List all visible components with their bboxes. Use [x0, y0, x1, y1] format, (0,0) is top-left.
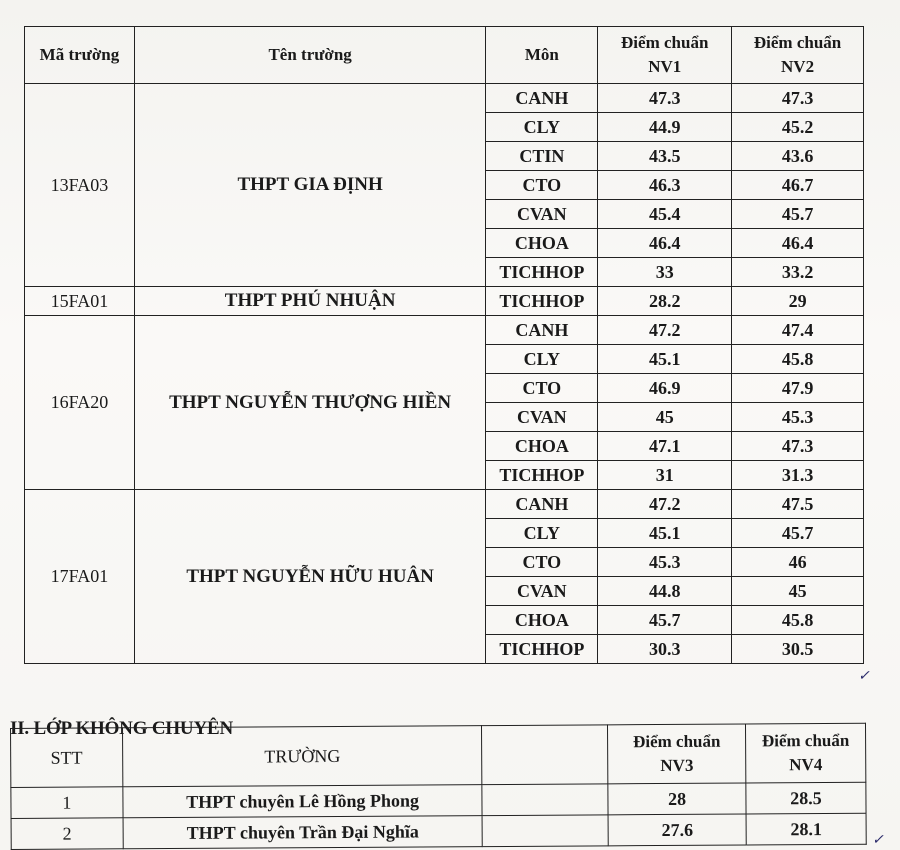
nv2-score-cell: 45.2: [732, 113, 864, 142]
nv1-score-cell: 47.3: [598, 84, 732, 113]
school-name-cell: THPT chuyên Trần Đại Nghĩa: [123, 816, 483, 849]
subject-cell: CANH: [486, 84, 598, 113]
table-row: [25, 316, 864, 345]
nv1-score-cell: 45.7: [598, 606, 732, 635]
school-name-cell: THPT chuyên Lê Hồng Phong: [123, 785, 483, 818]
nv2-score-cell: 45.7: [732, 519, 864, 548]
nv1-score-cell: 45.3: [598, 548, 732, 577]
nv1-score-cell: 28.2: [598, 287, 732, 316]
nv1-score-cell: 44.9: [598, 113, 732, 142]
subject-cell: CANH: [486, 316, 598, 345]
table-row: [11, 813, 866, 849]
subject-cell: TICHHOP: [486, 258, 598, 287]
nv2-score-cell: 30.5: [732, 635, 864, 664]
school-code-cell: 15FA01: [25, 287, 135, 316]
subject-cell: CVAN: [486, 403, 598, 432]
subject-cell: CLY: [486, 345, 598, 374]
section-heading: II. LỚP KHÔNG CHUYÊN: [10, 718, 233, 739]
subject-cell: CHOA: [486, 229, 598, 258]
nv2-score-cell: 45.8: [732, 345, 864, 374]
stt-cell: 2: [11, 818, 123, 850]
header-nv2-line1: Điểm chuẩn: [753, 33, 842, 52]
nv2-score-cell: 47.5: [732, 490, 864, 519]
blank-cell: [482, 784, 608, 816]
school-name-cell: THPT GIA ĐỊNH: [134, 84, 485, 287]
school-code-cell: 16FA20: [25, 316, 135, 490]
nv2-score-cell: 46.7: [732, 171, 864, 200]
subject-cell: CVAN: [486, 577, 598, 606]
nv2-score-cell: 46.4: [732, 229, 864, 258]
signature-mark: ✓: [872, 833, 884, 848]
header-stt: STT: [11, 728, 123, 788]
school-name-cell: THPT NGUYỄN THƯỢNG HIỀN: [134, 316, 485, 490]
school-code-cell: 13FA03: [25, 84, 135, 287]
subject-cell: CTO: [486, 171, 598, 200]
table-row: [11, 782, 866, 818]
nv2-score-cell: 45.8: [732, 606, 864, 635]
nv1-score-cell: 47.1: [598, 432, 732, 461]
nv1-score-cell: 31: [598, 461, 732, 490]
header-nv2-line2: NV2: [781, 57, 815, 76]
header-nv1: [598, 27, 732, 84]
header-nv4: [746, 723, 866, 783]
table-row: [25, 84, 864, 113]
nv3-score-cell: 28: [608, 783, 746, 815]
nv2-score-cell: 31.3: [732, 461, 864, 490]
nv2-score-cell: 29: [732, 287, 864, 316]
subject-cell: CHOA: [486, 606, 598, 635]
header-nv3: [608, 724, 746, 784]
nv2-score-cell: 43.6: [732, 142, 864, 171]
nv2-score-cell: 47.3: [732, 84, 864, 113]
nv2-score-cell: 47.9: [732, 374, 864, 403]
nv1-score-cell: 30.3: [598, 635, 732, 664]
subject-cell: CLY: [486, 113, 598, 142]
stt-cell: 1: [11, 787, 123, 819]
nv1-score-cell: 44.8: [598, 577, 732, 606]
subject-cell: CANH: [486, 490, 598, 519]
nv2-score-cell: 47.3: [732, 432, 864, 461]
header-nv3-line2: NV3: [660, 755, 694, 776]
subject-cell: CTO: [486, 548, 598, 577]
subject-cell: CVAN: [486, 200, 598, 229]
header-school: TRƯỜNG: [122, 726, 482, 787]
nv2-score-cell: 47.4: [732, 316, 864, 345]
table-row: [25, 490, 864, 519]
nv1-score-cell: 46.9: [598, 374, 732, 403]
table-header-row: [25, 27, 864, 84]
subject-cell: CHOA: [486, 432, 598, 461]
school-name-cell: THPT PHÚ NHUẬN: [134, 287, 485, 316]
header-school-code: Mã trường: [25, 27, 135, 84]
nv2-score-cell: 33.2: [732, 258, 864, 287]
header-school-name: Tên trường: [134, 27, 485, 84]
subject-cell: TICHHOP: [486, 287, 598, 316]
header-nv2: [732, 27, 864, 84]
header-nv1-line1: Điểm chuẩn: [621, 33, 709, 52]
nv1-score-cell: 46.4: [598, 229, 732, 258]
nv4-score-cell: 28.5: [746, 782, 866, 814]
nv2-score-cell: 45.3: [732, 403, 864, 432]
nv1-score-cell: 43.5: [598, 142, 732, 171]
nv1-score-cell: 47.2: [598, 316, 732, 345]
nv1-score-cell: 45.1: [598, 519, 732, 548]
header-blank: [482, 725, 608, 785]
nv1-score-cell: 33: [598, 258, 732, 287]
table-header-row: [11, 723, 866, 787]
nv1-score-cell: 45: [598, 403, 732, 432]
subject-cell: CLY: [486, 519, 598, 548]
nv1-score-cell: 46.3: [598, 171, 732, 200]
nv2-score-cell: 45.7: [732, 200, 864, 229]
signature-mark: ✓: [858, 669, 870, 684]
nv3-score-cell: 27.6: [608, 814, 746, 846]
nv4-score-cell: 28.1: [746, 813, 866, 845]
school-name-cell: THPT NGUYỄN HỮU HUÂN: [134, 490, 485, 664]
header-subject: Môn: [486, 27, 598, 84]
subject-cell: CTIN: [486, 142, 598, 171]
subject-cell: TICHHOP: [486, 635, 598, 664]
nv2-score-cell: 45: [732, 577, 864, 606]
header-nv4-line2: NV4: [789, 755, 823, 775]
nv1-score-cell: 47.2: [598, 490, 732, 519]
table-row: [25, 287, 864, 316]
nv2-score-cell: 46: [732, 548, 864, 577]
subject-cell: CTO: [486, 374, 598, 403]
nv1-score-cell: 45.4: [598, 200, 732, 229]
nv1-score-cell: 45.1: [598, 345, 732, 374]
header-nv4-line1: Điểm chuẩn: [761, 730, 850, 751]
header-nv3-line1: Điểm chuẩn: [633, 731, 721, 752]
subject-cell: TICHHOP: [486, 461, 598, 490]
specialized-class-scores-table: [24, 26, 864, 664]
non-specialized-class-scores-table: [10, 723, 867, 850]
header-nv1-line2: NV1: [648, 57, 682, 76]
blank-cell: [482, 815, 608, 847]
school-code-cell: 17FA01: [25, 490, 135, 664]
